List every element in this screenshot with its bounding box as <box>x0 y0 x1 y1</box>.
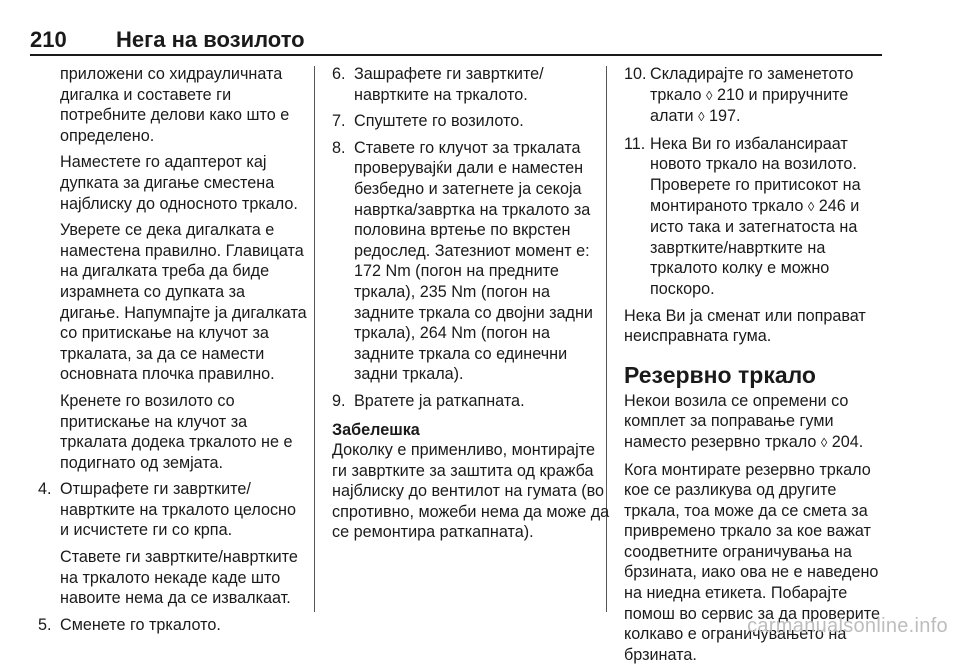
cross-reference-icon: ◊ <box>820 434 828 450</box>
step-6 <box>332 64 610 105</box>
body-paragraph: Некои возила се опремени со комплет за поправање гуми наместо резервно тркало ◊ 204. <box>624 391 864 451</box>
cross-reference-link[interactable]: 197. <box>709 107 741 126</box>
running-header: Нега на возилото <box>116 27 305 52</box>
cross-reference-icon: ◊ <box>807 198 815 214</box>
watermark: carmanualsonline.info <box>747 615 948 637</box>
page-number: 210 <box>30 27 67 52</box>
section-heading: Резервно тркало <box>624 361 816 388</box>
step-number: 4. <box>38 480 52 499</box>
step-5 <box>38 615 308 636</box>
column-3 <box>624 64 896 671</box>
continuation-paragraph: Уверете се дека дигалката е наместена правилно. Главицата на дигалката треба да биде израмнета со дупката за дигање. Напумпајте ја дигалката со притискање на клучот за тркалата, за да се намести основната плочка правилно. <box>60 221 307 384</box>
step-11 <box>624 134 896 300</box>
step-number: 9. <box>332 391 346 410</box>
step-number: 10. <box>624 65 647 83</box>
step-text: Нека Ви го избалансираат новото тркало на возилото. Проверете го притисокот на монтираното тркало ◊ 246 и исто така и затегнатоста на завртките/навртките на тркалото колку е можно поскоро. <box>650 134 861 298</box>
step-7 <box>332 111 610 132</box>
cross-reference-icon: ◊ <box>698 109 705 125</box>
step-8 <box>332 138 610 385</box>
step-text: Складирајте го заменетото тркало ◊ 210 и приручните алати ◊ 197. <box>650 65 854 126</box>
column-divider-1 <box>314 66 315 612</box>
step-text: Вратете ја раткапната. <box>354 391 525 410</box>
note-body: Доколку е применливо, монтирајте ги завртките за заштита од кражба најблиску до вентилот на гумата (во спротивно, можеби нема да може да се ремонтира раткапната). <box>332 441 610 542</box>
step-number: 11. <box>624 134 646 153</box>
cross-reference-link[interactable]: 246 <box>818 196 846 215</box>
step-number: 7. <box>332 112 346 131</box>
continuation-paragraph: приложени со хидрауличната дигалка и составете ги потребните делови како што е определено. <box>60 65 290 145</box>
cross-reference-icon: ◊ <box>706 87 713 103</box>
continuation-paragraph: Кренете го возилото со притискање на клучот за тркалата додека тркалото не е подигнато од земјата. <box>60 391 293 472</box>
body-paragraph: Кога монтирате резервно тркало кое се разликува од другите тркала, тоа може да се смета за привремено тркало за кое важат соодветните ограничувања на брзината, иако ова не е наведено на ниедна етикета. Побарајте помош во сервис за да проверите колкаво е ограничувањето на брзината. <box>624 460 880 664</box>
step-text: Сменете го тркалото. <box>60 615 221 634</box>
cross-reference-link[interactable]: 204. <box>831 432 864 451</box>
step-4 <box>38 479 308 609</box>
note-title: Забелешка <box>332 420 420 439</box>
column-1 <box>38 64 308 641</box>
step-text: Спуштете го возилото. <box>354 112 524 131</box>
step-text: Отшрафете ги завртките/ навртките на тркалото целосно и исчистете ги со крпа. <box>60 480 296 540</box>
continuation-paragraph: Наместете го адаптерот кај дупката за дигање сместена најблиску до односното тркало. <box>60 153 298 213</box>
cross-reference-link[interactable]: 210 <box>716 85 744 104</box>
body-paragraph: Нека Ви ја сменат или поправат неисправната гума. <box>624 306 866 346</box>
column-2 <box>332 64 610 543</box>
header-rule <box>30 54 882 56</box>
step-number: 8. <box>332 138 346 157</box>
step-9 <box>332 391 610 412</box>
step-text: Ставете ги завртките/навртките на тркалото некаде каде што навоите нема да се извалкаат. <box>60 548 298 608</box>
step-10 <box>624 64 896 128</box>
step-number: 5. <box>38 615 52 634</box>
step-text: Ставете го клучот за тркалата проверувајќи дали е наместен безбедно и затегнете ја секоја навртка/завртка на тркалото за половина вртење по вкрстен редослед. Затезниот момент е: 172 Nm (погон на предните тркала), 235 Nm (погон на задните тркала со двојни задни тркала), 264 Nm (погон на задните тркала со единечни задни тркала). <box>354 138 593 384</box>
step-text: Зашрафете ги завртките/ навртките на тркалото. <box>354 65 544 104</box>
step-number: 6. <box>332 65 346 83</box>
